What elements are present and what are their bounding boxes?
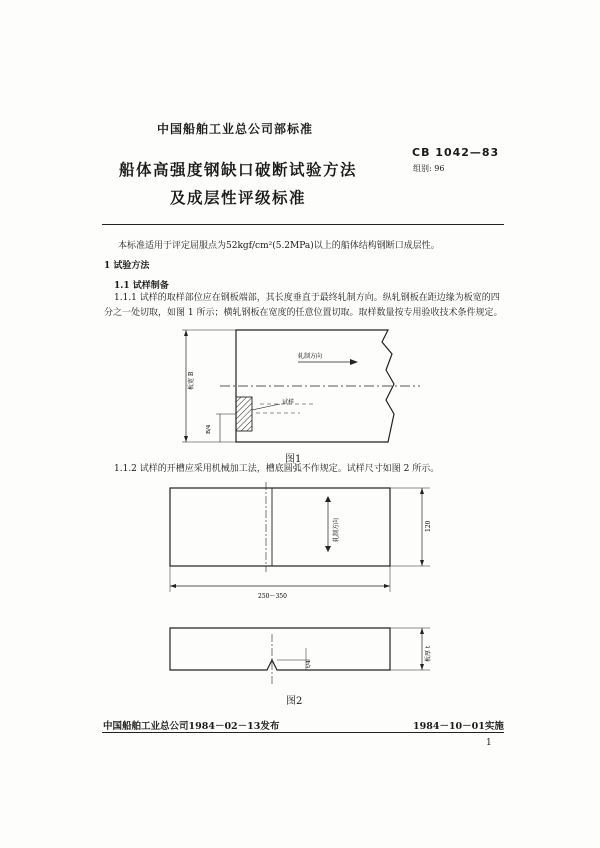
fig1-direction-label: 轧制方向 <box>298 353 323 360</box>
figure-1-caption: 图1 <box>285 454 302 465</box>
fig1-width-label: 板宽 B <box>188 371 195 390</box>
figure-1 <box>180 322 430 448</box>
page-number: 1 <box>486 738 492 748</box>
fig1-quarter-label: B/4 <box>206 424 212 434</box>
document-title-line2: 及成层性评级标准 <box>169 188 306 207</box>
fig2-direction-arrowhead-top <box>325 496 331 502</box>
footer-rule <box>102 732 504 733</box>
section-1-heading: 1 试验方法 <box>104 261 150 271</box>
length-arrow-left <box>170 584 176 588</box>
height-arrow-top <box>420 488 424 494</box>
specimen-top-outline <box>170 488 390 566</box>
standard-code: CB 1042—83 <box>412 146 500 159</box>
figure-2-top-view <box>160 480 440 602</box>
thickness-arrow-top <box>420 628 424 634</box>
intro-paragraph: 本标准适用于评定屈服点为52kgf/cm²(5.2MPa)以上的船体结构钢断口成层性。 <box>118 241 440 251</box>
fig2-thickness-label: 板厚 t <box>425 645 432 662</box>
header-rule <box>102 224 504 225</box>
width-arrow-bottom <box>184 436 188 442</box>
figure-2-side-view <box>160 620 440 690</box>
length-arrow-right <box>384 584 390 588</box>
sample-hatched <box>236 397 252 431</box>
issuing-authority: 中国船舶工业总公司部标准 <box>156 122 313 136</box>
fig2-direction-arrowhead-bottom <box>325 546 331 552</box>
fig2-notch-label: t/4 <box>306 660 312 668</box>
fig2-direction-label: 轧制方向 <box>333 517 340 542</box>
fig2-length-label: 250～350 <box>258 593 287 600</box>
fig2-height-label: 120 <box>425 520 432 532</box>
issue-date: 中国船舶工业总公司1984－02－13发布 <box>103 721 280 732</box>
direction-arrowhead <box>350 359 358 365</box>
width-arrow-top <box>184 330 188 336</box>
section-1-1-heading: 1.1 试样制备 <box>114 281 169 291</box>
figure-2-caption: 图2 <box>286 696 303 707</box>
fig1-sample-label: 试样 <box>282 399 295 406</box>
specimen-side-outline <box>170 628 390 670</box>
thickness-arrow-bottom <box>420 664 424 670</box>
paragraph-1-1-1-line2: 分之一处切取，如图 1 所示；横轧钢板在宽度的任意位置切取。取样数量按专用验收技术条件规定。 <box>104 308 503 318</box>
standard-group: 组别: 96 <box>413 164 445 173</box>
document-title-line1: 船体高强度钢缺口破断试验方法 <box>118 160 357 179</box>
sample-leader <box>252 404 280 410</box>
paragraph-1-1-2: 1.1.2 试样的开槽应采用机械加工法，槽底圆弧不作规定。试样尺寸如图 2 所示。 <box>114 464 440 474</box>
paragraph-1-1-1-line1: 1.1.1 试样的取样部位应在钢板端部，其长度垂直于最终轧制方向。纵轧钢板在距边缘为板宽的四 <box>114 293 500 303</box>
effective-date: 1984－10－01实施 <box>413 721 504 732</box>
height-arrow-bottom <box>420 560 424 566</box>
